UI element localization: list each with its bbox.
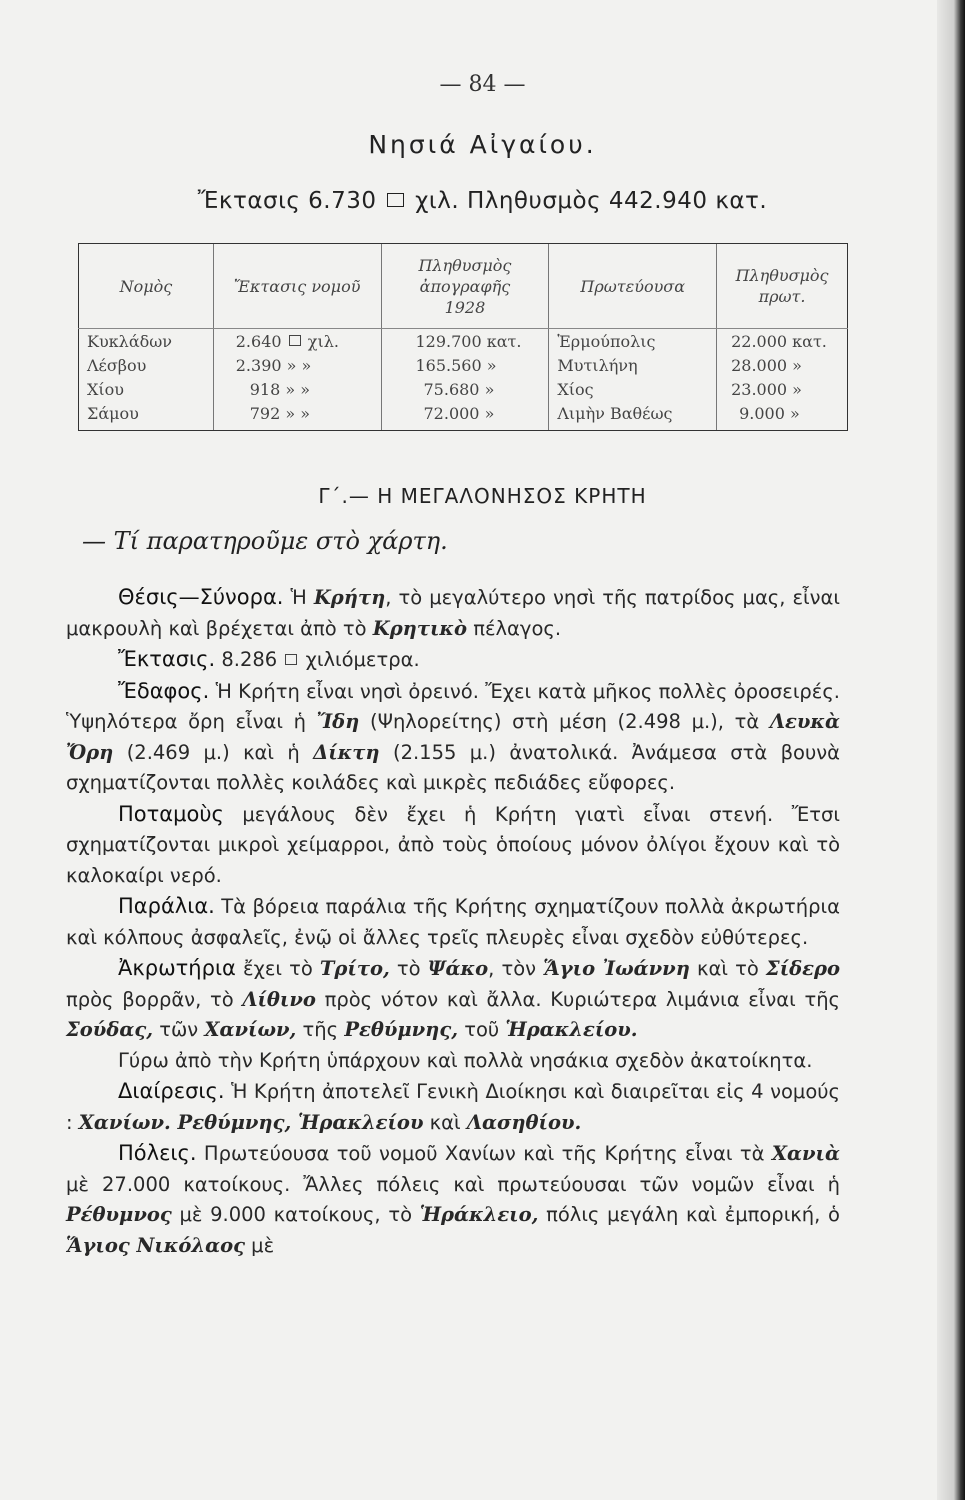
text-run: ἔχει τὸ [235, 957, 320, 980]
header-year: 1928 [444, 297, 486, 317]
emphasis-term: Χανιὰ [771, 1142, 840, 1165]
text-run: (2.469 μ.) καὶ ἡ [113, 740, 314, 764]
cell-population: 75.680 » [381, 377, 549, 401]
paragraph-islets [66, 1046, 840, 1077]
paragraph-keyword: Διαίρεσις. [118, 1079, 225, 1103]
cell-capital-pop: 22.000 κατ. [717, 329, 848, 354]
paragraph-position [66, 582, 840, 644]
body-text [66, 582, 840, 1261]
cell-area [213, 377, 381, 401]
emphasis-term: Ἅγιος Νικόλαος [66, 1233, 245, 1257]
text-run: τῶν [153, 1018, 205, 1041]
table-row [79, 401, 848, 431]
page-edge-shadow [937, 0, 965, 1500]
cell-capital: Χίος [549, 377, 717, 401]
aegean-summary [0, 188, 965, 214]
page-number: — 84 — [439, 72, 526, 97]
emphasis-term: Ψάκο [427, 957, 489, 980]
text-run: καὶ τὸ [689, 957, 766, 980]
text-run: Ἡ Κρήτη ἀποτελεῖ Γενικὴ Διοίκησι καὶ διαιρεῖται εἰς 4 νομούς : [66, 1080, 840, 1134]
table-row [79, 353, 848, 377]
text-run: , τὸν [488, 957, 544, 980]
paragraph-terrain [66, 676, 840, 799]
header-population-label: Πληθυσμὸς ἀπογραφῆς [418, 255, 512, 296]
cell-nomos: Χίου [79, 377, 214, 401]
text-run: μὲ 9.000 κατοίκους, τὸ [171, 1203, 420, 1226]
table-header-row [79, 244, 848, 329]
header-capital-pop: Πληθυσμὸς πρωτ. [717, 244, 848, 329]
summary-population: Πληθυσμὸς 442.940 κατ. [466, 188, 768, 214]
paragraph-keyword: Ἔκτασις. [118, 647, 216, 671]
emphasis-term: Χανίων. Ρεθύμνης, Ἡρακλείου [78, 1110, 424, 1134]
subheading: — Τί παρατηροῦμε στὸ χάρτη. [82, 527, 448, 555]
summary-area-unit: χιλ. [415, 188, 460, 214]
text-run: χιλιόμετρα. [305, 648, 420, 671]
paragraph-keyword: Θέσις—Σύνορα. [118, 585, 284, 609]
paragraph-keyword: Πόλεις. [118, 1141, 197, 1165]
cell-capital-pop: 9.000 » [717, 401, 848, 431]
square-symbol-icon [285, 654, 297, 665]
cell-capital: Μυτιλήνη [549, 353, 717, 377]
emphasis-term: Σούδας, [66, 1018, 153, 1041]
emphasis-term: Δίκτη [313, 740, 380, 764]
emphasis-term: Λασηθίου. [466, 1110, 582, 1134]
text-run: πρὸς βορρᾶν, τὸ [66, 987, 243, 1011]
cell-population: 72.000 » [381, 401, 549, 431]
cell-nomos: Κυκλάδων [79, 329, 214, 354]
paragraph-keyword: Ποταμοὺς [118, 801, 224, 826]
emphasis-term: Ρέθυμνος [66, 1203, 172, 1226]
text-run: μὲ 27.000 κατοίκους. Ἄλλες πόλεις καὶ πρωτεύουσαι τῶν νομῶν εἶναι ἡ [66, 1172, 840, 1196]
cell-area [213, 353, 381, 377]
square-symbol-icon [289, 335, 301, 346]
paragraph-division [66, 1076, 840, 1138]
emphasis-term: Ἡρακλείου. [505, 1018, 638, 1041]
text-run: (2.155 μ.) ἀνατολικά. Ἀνάμεσα στὰ βουνὰ σχηματίζονται πολλὲς κοιλάδες καὶ μικρὲς πεδιάδες εὔφορες. [66, 740, 840, 794]
cell-capital-pop: 23.000 » [717, 377, 848, 401]
text-run: τοῦ [458, 1018, 506, 1041]
cell-nomos: Λέσβου [79, 353, 214, 377]
text-run: , τὸ μεγαλύτερο νησὶ τῆς πατρίδος μας, εἶναι μακρουλὴ καὶ βρέχεται ἀπὸ τὸ [66, 586, 840, 640]
section-heading: Γ΄.— Η ΜΕΓΑΛΟΝΗΣΟΣ ΚΡΗΤΗ [318, 484, 647, 508]
emphasis-term: Κρητικὸ [372, 616, 468, 640]
paragraph-area [66, 644, 840, 676]
text-run: τῆς [296, 1018, 345, 1041]
paragraph-keyword: Παράλια. [118, 894, 215, 918]
text-run: Ἡ [283, 586, 314, 609]
text-run: 8.286 [215, 648, 278, 671]
header-nomos: Νομὸς [79, 244, 214, 329]
emphasis-term: Ἅγιο Ἰωάννη [543, 957, 690, 980]
cell-population: 129.700 κατ. [381, 329, 549, 354]
emphasis-term: Ἡράκλειο, [419, 1203, 539, 1226]
cell-area-value: 792 [249, 403, 281, 423]
text-run: τὸ [389, 957, 428, 980]
header-population [381, 244, 549, 329]
paragraph-coasts [66, 891, 840, 953]
emphasis-term: Σίδερο [765, 957, 840, 980]
text-run: μεγάλους δὲν ἔχει ἡ Κρήτη γιατὶ εἶναι στενή. Ἔτσι σχηματίζονται μικροὶ χείμαρροι, ἀπὸ τοὺς ὁποίους μόνον ὀλίγοι ἔχουν καὶ τὸ καλοκαίρι νερό. [66, 802, 840, 887]
text-run: καὶ [423, 1110, 467, 1134]
table-row [79, 329, 848, 354]
text-run: μὲ [244, 1233, 275, 1257]
table-row [79, 377, 848, 401]
cell-capital: Λιμὴν Βαθέως [549, 401, 717, 431]
header-capital: Πρωτεύουσα [549, 244, 717, 329]
emphasis-term: Κρήτη [313, 586, 386, 609]
emphasis-term: Τρίτο, [319, 957, 390, 980]
emphasis-term: Χανίων, [204, 1018, 297, 1041]
cell-capital-pop: 28.000 » [717, 353, 848, 377]
cell-area-value: 918 [249, 379, 281, 399]
header-area: Ἔκτασις νομοῦ [213, 244, 381, 329]
emphasis-term: Λίθινο [242, 987, 316, 1011]
cell-nomos: Σάμου [79, 401, 214, 431]
cell-area [213, 401, 381, 431]
text-run: Τὰ βόρεια παράλια τῆς Κρήτης σχηματίζουν πολλὰ ἀκρωτήρια καὶ κόλπους ἀσφαλεῖς, ἐνῷ οἱ ἄλλες τρεῖς πλευρὲς εἶναι σχεδὸν εὐθύτερες. [66, 895, 840, 949]
paragraph-keyword: Ἔδαφος. [118, 678, 210, 703]
cell-area-unit: » » [285, 403, 311, 423]
cell-area-unit: » » [286, 355, 312, 375]
text-run: Πρωτεύουσα τοῦ νομοῦ Χανίων καὶ τῆς Κρήτης εἶναι τὰ [196, 1142, 772, 1165]
prefecture-table [78, 243, 848, 431]
square-symbol-icon [387, 193, 404, 207]
cell-area [213, 329, 381, 354]
paragraph-capes [66, 953, 840, 1046]
emphasis-term: Ἴδη [316, 710, 360, 733]
page-title: Νησιά Αἰγαίου. [368, 130, 597, 159]
cell-population: 165.560 » [381, 353, 549, 377]
text-run: πέλαγος. [467, 616, 562, 640]
summary-area: Ἔκτασις 6.730 [197, 188, 377, 214]
text-run: (Ψηλορείτης) στὴ μέση (2.498 μ.), τὰ [359, 710, 770, 733]
text-run: Γύρω ἀπὸ τὴν Κρήτη ὑπάρχουν καὶ πολλὰ νησάκια σχεδὸν ἀκατοίκητα. [118, 1048, 813, 1072]
cell-capital: Ἑρμούπολις [549, 329, 717, 354]
paragraph-cities [66, 1138, 840, 1261]
text-run: Ἡ Κρήτη εἶναι νησὶ ὀρεινό. Ἔχει κατὰ μῆκος πολλὲς ὀροσειρές. Ὑψηλότερα ὄρη εἶναι ἡ [66, 679, 840, 733]
text-run: πρὸς νότον καὶ ἄλλα. Κυριώτερα λιμάνια εἶναι τῆς [315, 987, 840, 1011]
text-run: πόλις μεγάλη καὶ ἐμπορική, ὁ [538, 1203, 840, 1226]
cell-area-value: 2.390 [235, 355, 282, 375]
emphasis-term: Λευκὰ Ὄρη [66, 710, 840, 764]
paragraph-rivers [66, 799, 840, 892]
paragraph-keyword: Ἀκρωτήρια [118, 956, 236, 980]
cell-area-unit: » » [285, 379, 311, 399]
cell-area-value: 2.640 [235, 331, 282, 351]
cell-area-unit: χιλ. [307, 331, 339, 351]
emphasis-term: Ρεθύμνης, [344, 1018, 459, 1041]
